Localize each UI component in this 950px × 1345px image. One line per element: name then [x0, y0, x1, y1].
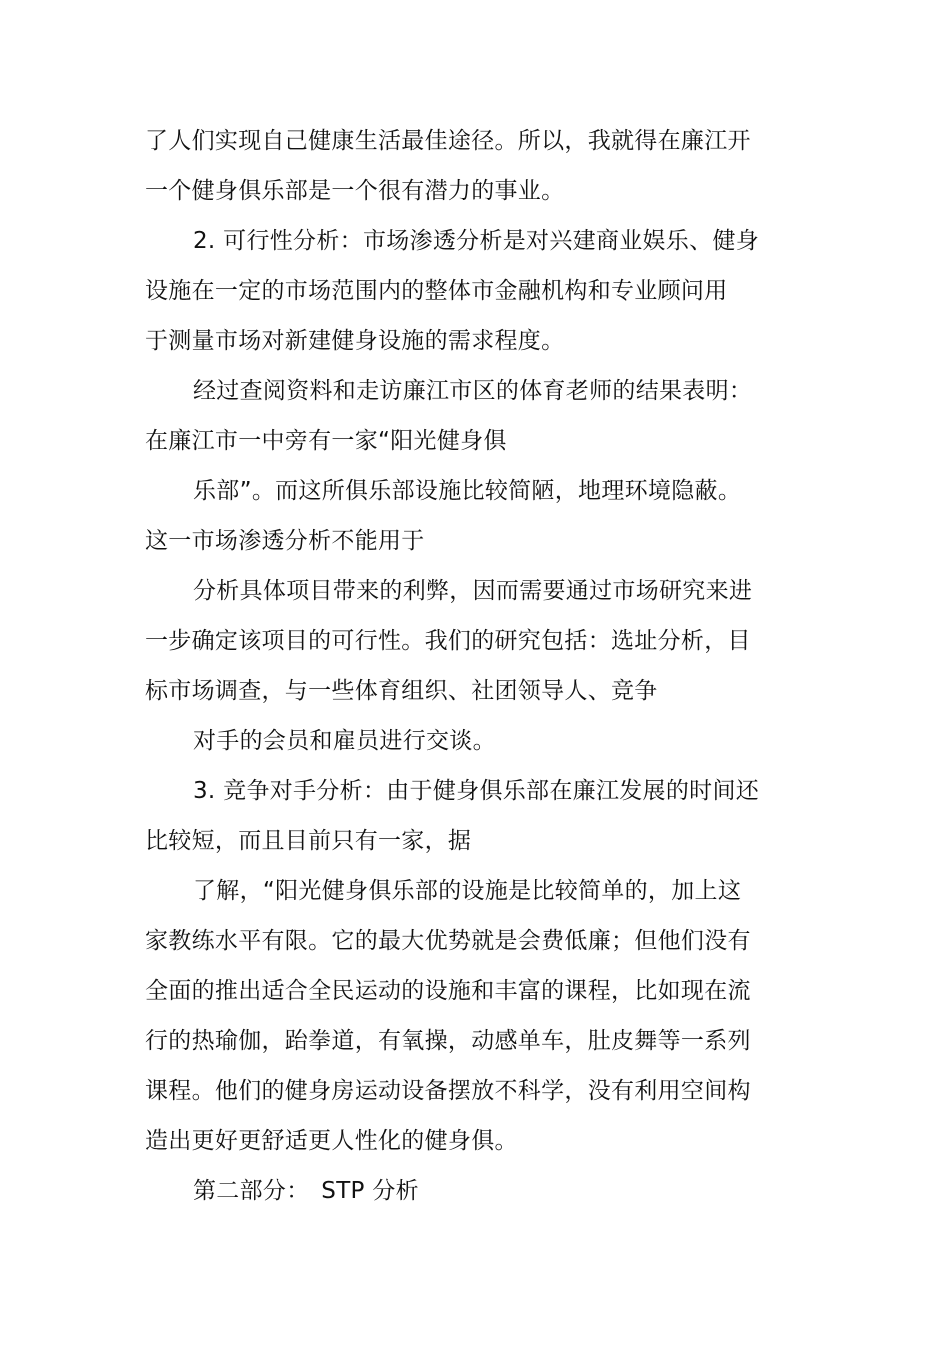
- section-heading-stp: 第二部分： STP 分析: [193, 1178, 419, 1204]
- text-line: 造出更好更舒适更人性化的健身俱。: [145, 1128, 518, 1154]
- text-line: 这一市场渗透分析不能用于: [145, 528, 425, 554]
- text-line: 在廉江市一中旁有一家“阳光健身俱: [145, 428, 507, 454]
- text-line: 行的热瑜伽，跆拳道，有氧操，动感单车，肚皮舞等一系列: [145, 1028, 751, 1054]
- text-line: 一步确定该项目的可行性。我们的研究包括：选址分析，目: [145, 628, 751, 654]
- text-line: 对手的会员和雇员进行交谈。: [193, 728, 496, 754]
- text-line: 全面的推出适合全民运动的设施和丰富的课程，比如现在流: [145, 978, 751, 1004]
- text-line: 比较短，而且目前只有一家，据: [145, 828, 472, 854]
- text-line: 标市场调查，与一些体育组织、社团领导人、竞争: [145, 678, 658, 704]
- text-line: 课程。他们的健身房运动设备摆放不科学，没有利用空间构: [145, 1078, 751, 1104]
- text-line: 家教练水平有限。它的最大优势就是会费低廉；但他们没有: [145, 928, 751, 954]
- text-line: 分析具体项目带来的利弊，因而需要通过市场研究来进: [193, 578, 753, 604]
- text-line: 了人们实现自己健康生活最佳途径。所以，我就得在廉江开: [145, 128, 751, 154]
- text-line: 经过查阅资料和走访廉江市区的体育老师的结果表明：: [193, 378, 753, 404]
- text-line: 一个健身俱乐部是一个很有潜力的事业。: [145, 178, 565, 204]
- text-line: 乐部”。而这所俱乐部设施比较简陋，地理环境隐蔽。: [193, 478, 742, 504]
- text-line: 于测量市场对新建健身设施的需求程度。: [145, 328, 565, 354]
- section-heading-competitor: 3. 竞争对手分析：由于健身俱乐部在廉江发展的时间还: [193, 778, 760, 804]
- text-line: 设施在一定的市场范围内的整体市金融机构和专业顾问用: [145, 278, 728, 304]
- section-heading-feasibility: 2. 可行性分析：市场渗透分析是对兴建商业娱乐、健身: [193, 228, 760, 254]
- text-line: 了解，“阳光健身俱乐部的设施是比较简单的，加上这: [193, 878, 742, 904]
